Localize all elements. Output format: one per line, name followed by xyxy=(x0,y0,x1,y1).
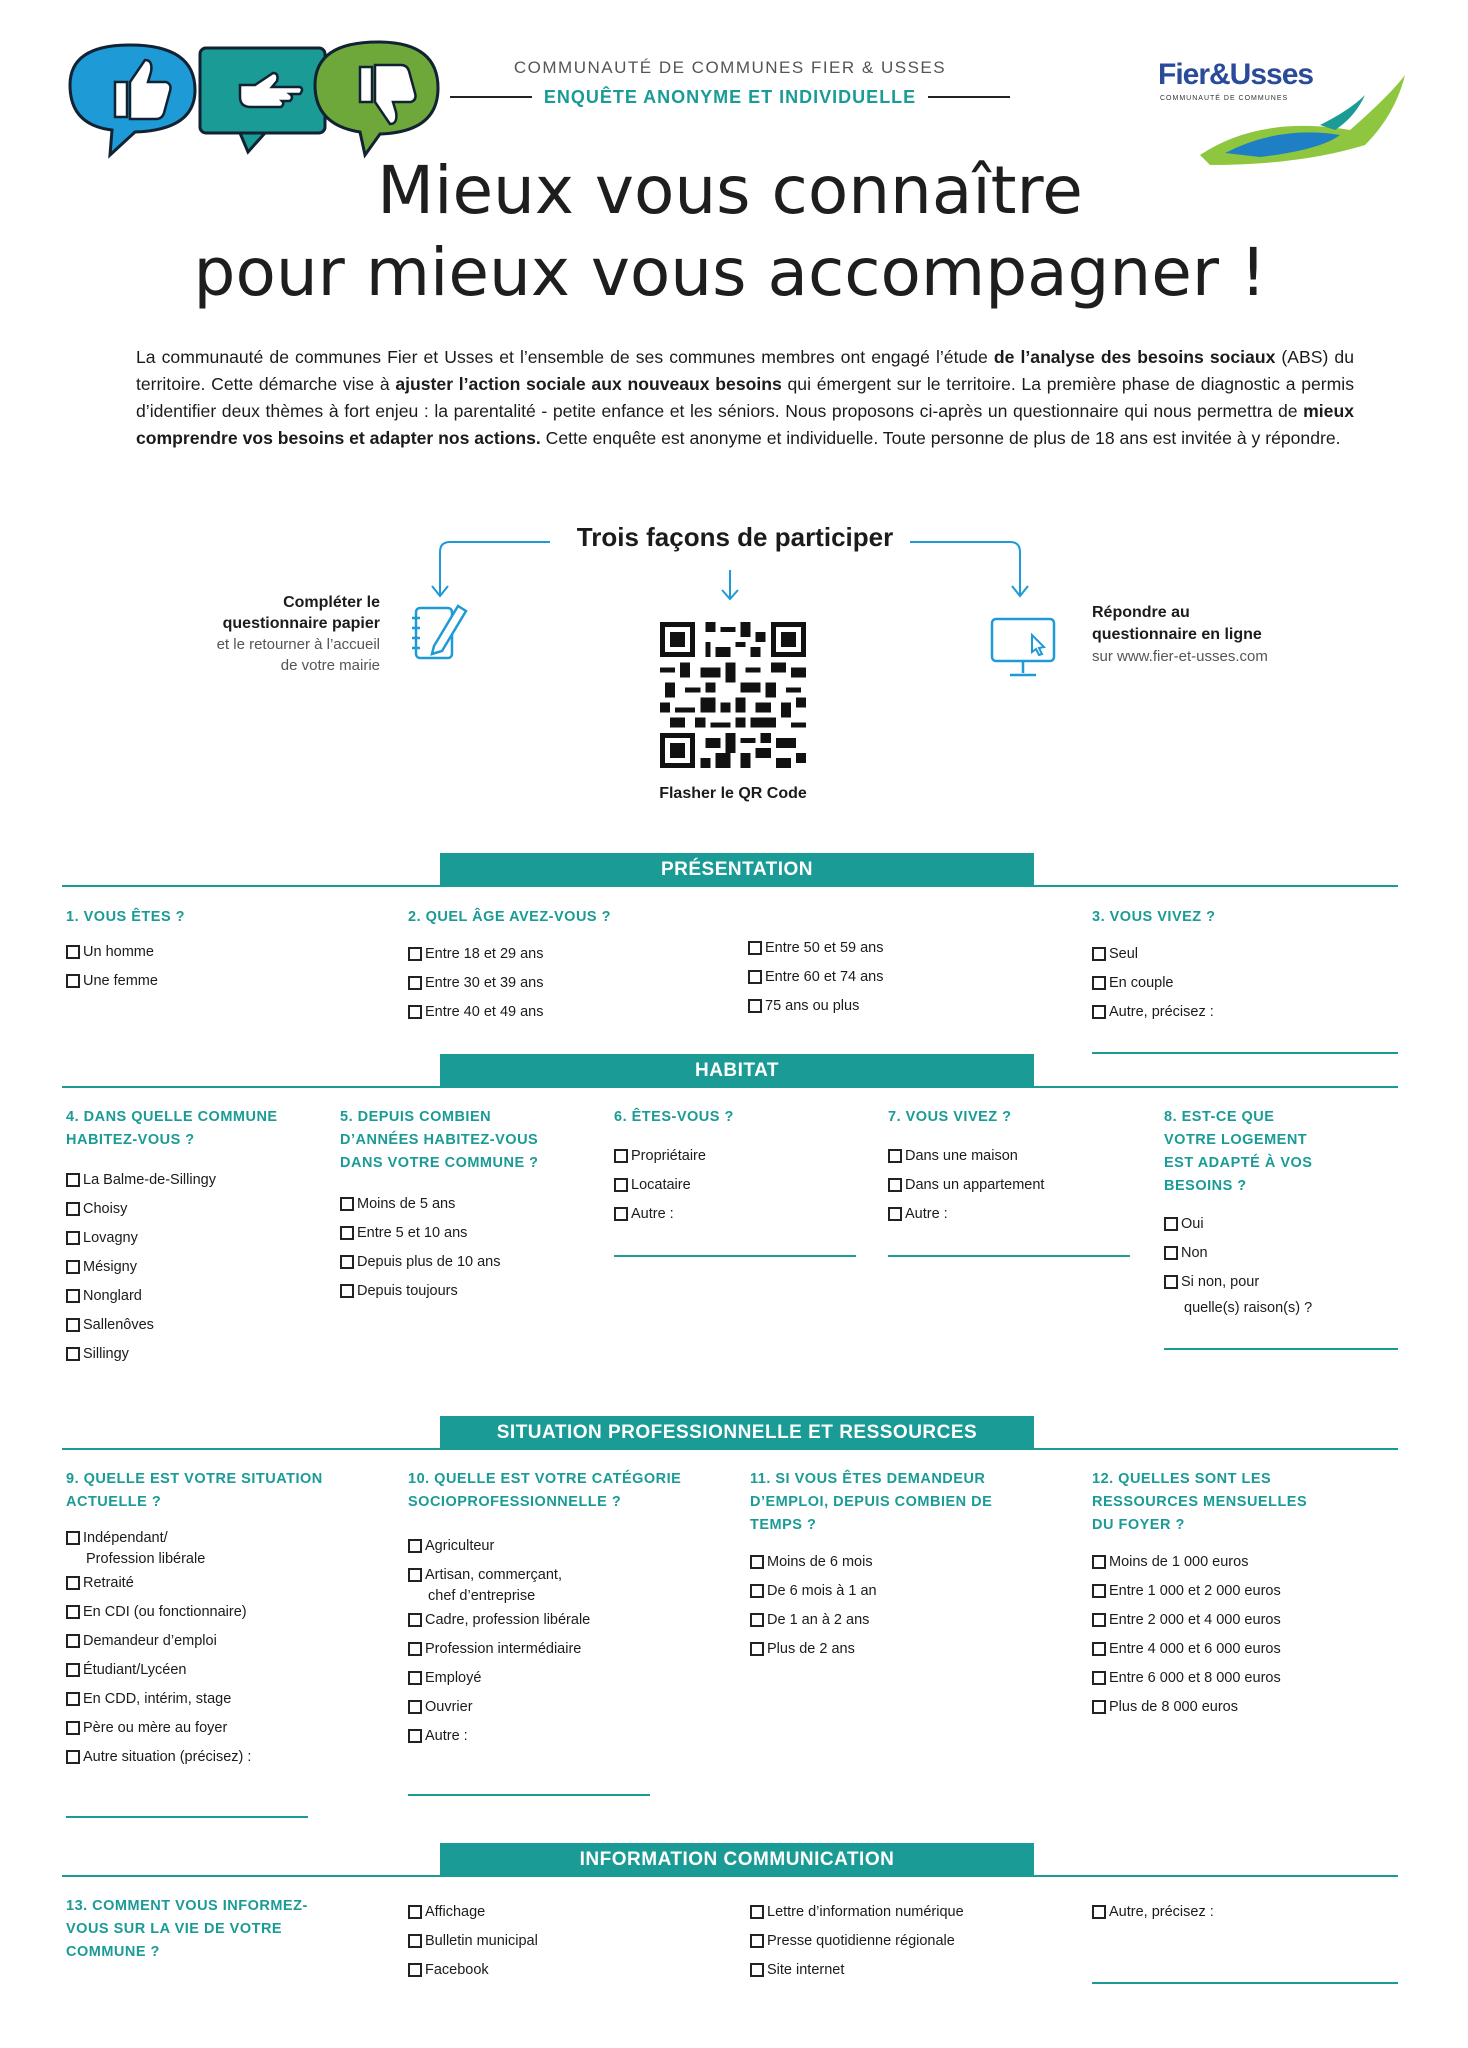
checkbox[interactable] xyxy=(340,1255,354,1269)
checkbox-option[interactable]: Une femme xyxy=(66,967,158,996)
checkbox[interactable] xyxy=(1164,1246,1178,1260)
checkbox[interactable] xyxy=(408,1700,422,1714)
q4-options xyxy=(66,1166,216,1369)
organization-name: COMMUNAUTÉ DE COMMUNES FIER & USSES xyxy=(513,58,947,77)
question-12: 12. QUELLES SONT LES RESSOURCES MENSUELLES DU FOYER ? xyxy=(1092,1471,1308,1533)
checkbox-option[interactable]: Moins de 5 ans xyxy=(340,1190,501,1219)
checkbox-option[interactable]: Site internet xyxy=(750,1956,964,1985)
q10-options: Agriculteur Artisan, commerçant, chef d’entreprise Cadre, profession libérale Profession intermédiaire Employé Ouvrier Autre : xyxy=(408,1532,590,1751)
checkbox-option[interactable]: De 6 mois à 1 an xyxy=(750,1577,877,1606)
checkbox[interactable] xyxy=(1092,1905,1106,1919)
qr-label: Flasher le QR Code xyxy=(659,785,807,802)
question-3: 3. VOUS VIVEZ ? xyxy=(1092,909,1216,925)
checkbox[interactable] xyxy=(1092,1700,1106,1714)
page-title: Mieux vous connaître pour mieux vous accompagner ! xyxy=(193,152,1267,311)
checkbox[interactable] xyxy=(1092,1555,1106,1569)
q7-answer-line[interactable] xyxy=(888,1255,1130,1257)
question-13: 13. COMMENT VOUS INFORMEZ- VOUS SUR LA VIE DE VOTRE COMMUNE ? xyxy=(66,1898,308,1960)
checkbox-option[interactable]: Plus de 2 ans xyxy=(750,1635,877,1664)
checkbox[interactable] xyxy=(750,1905,764,1919)
section-information-communication: INFORMATION COMMUNICATION xyxy=(440,1843,1034,1877)
checkbox-option[interactable]: Depuis plus de 10 ans xyxy=(340,1248,501,1277)
checkbox[interactable] xyxy=(1164,1275,1178,1289)
checkbox-option[interactable]: Propriétaire xyxy=(614,1142,706,1171)
checkbox[interactable] xyxy=(66,1634,80,1648)
question-4: 4. DANS QUELLE COMMUNE HABITEZ-VOUS ? xyxy=(66,1109,278,1148)
checkbox[interactable] xyxy=(750,1934,764,1948)
checkbox[interactable] xyxy=(750,1642,764,1656)
checkbox[interactable] xyxy=(340,1226,354,1240)
q1-options xyxy=(66,938,158,996)
checkbox-option[interactable]: Presse quotidienne régionale xyxy=(750,1927,964,1956)
checkbox[interactable] xyxy=(408,1905,422,1919)
checkbox[interactable] xyxy=(66,1173,80,1187)
intro-paragraph: La communauté de communes Fier et Usses et l’ensemble de ses communes membres ont engagé l’étude de l’analyse des besoins sociaux (ABS) du territoire. Cette démarche vise à ajuster l’action sociale aux nouveaux besoins qui émergent sur le territoire. La première phase de diagnostic a permis d’identifier deux thèmes à fort enjeu : la parentalité - petite enfance et les séniors. Nous proposons ci-après un questionnaire qui nous permettra de mieux comprendre vos besoins et adapter nos actions. Cette enquête est anonyme et individuelle. Toute personne de plus de 18 ans est invitée à y répondre. xyxy=(136,347,1355,448)
checkbox[interactable] xyxy=(66,1605,80,1619)
logo-text: Fier&Usses xyxy=(1158,58,1314,91)
checkbox[interactable] xyxy=(1092,1642,1106,1656)
notebook-pen-icon xyxy=(410,598,470,668)
question-10: 10. QUELLE EST VOTRE CATÉGORIE SOCIOPROFESSIONNELLE ? xyxy=(408,1471,682,1510)
question-5: 5. DEPUIS COMBIEN D’ANNÉES HABITEZ-VOUS DANS VOTRE COMMUNE ? xyxy=(340,1109,539,1171)
q2-options-col2 xyxy=(748,934,884,1021)
checkbox-option[interactable]: Indépendant/ xyxy=(66,1524,251,1553)
checkbox[interactable] xyxy=(408,1005,422,1019)
checkbox[interactable] xyxy=(748,941,762,955)
checkbox-option[interactable]: Étudiant/Lycéen xyxy=(66,1656,251,1685)
checkbox[interactable] xyxy=(340,1284,354,1298)
checkbox[interactable] xyxy=(888,1178,902,1192)
checkbox[interactable] xyxy=(1092,1005,1106,1019)
checkbox-option[interactable]: Dans une maison xyxy=(888,1142,1044,1171)
checkbox[interactable] xyxy=(750,1584,764,1598)
checkbox-option[interactable]: Nonglard xyxy=(66,1282,216,1311)
checkbox[interactable] xyxy=(748,970,762,984)
checkbox-option[interactable]: Seul xyxy=(1092,940,1214,969)
checkbox[interactable] xyxy=(66,1750,80,1764)
question-7: 7. VOUS VIVEZ ? xyxy=(888,1109,1012,1125)
checkbox[interactable] xyxy=(888,1207,902,1221)
checkbox-option[interactable]: Entre 6 000 et 8 000 euros xyxy=(1092,1664,1281,1693)
checkbox-option[interactable]: Lovagny xyxy=(66,1224,216,1253)
checkbox-option[interactable]: Père ou mère au foyer xyxy=(66,1714,251,1743)
checkbox-option[interactable]: Mésigny xyxy=(66,1253,216,1282)
checkbox-option[interactable]: Entre 40 et 49 ans xyxy=(408,998,544,1027)
checkbox[interactable] xyxy=(614,1149,628,1163)
checkbox-option[interactable]: Autre situation (précisez) : xyxy=(66,1743,251,1772)
checkbox[interactable] xyxy=(66,1692,80,1706)
checkbox-option[interactable]: Retraité xyxy=(66,1569,251,1598)
checkbox[interactable] xyxy=(1092,976,1106,990)
checkbox-option[interactable]: Moins de 6 mois xyxy=(750,1548,877,1577)
checkbox[interactable] xyxy=(1092,1671,1106,1685)
checkbox[interactable] xyxy=(340,1197,354,1211)
q13-options-col2 xyxy=(750,1898,964,1985)
feedback-bubbles-icon xyxy=(60,30,440,160)
q13-options-col1 xyxy=(408,1898,538,1985)
checkbox[interactable] xyxy=(66,1347,80,1361)
survey-subtitle: ENQUÊTE ANONYME ET INDIVIDUELLE xyxy=(450,84,1010,110)
checkbox-option[interactable]: Facebook xyxy=(408,1956,538,1985)
checkbox[interactable] xyxy=(66,1202,80,1216)
checkbox-option[interactable]: Affichage xyxy=(408,1898,538,1927)
checkbox[interactable] xyxy=(66,1663,80,1677)
q9-options: Indépendant/ Profession libérale Retraité En CDI (ou fonctionnaire) Demandeur d’emploi Étudiant/Lycéen En CDD, intérim, stage Père ou mère au foyer Autre situation (précisez) : xyxy=(66,1524,251,1772)
checkbox[interactable] xyxy=(408,1539,422,1553)
checkbox-option[interactable]: Entre 50 et 59 ans xyxy=(748,934,884,963)
checkbox-option[interactable]: Un homme xyxy=(66,938,158,967)
checkbox-option[interactable]: Entre 5 et 10 ans xyxy=(340,1219,501,1248)
question-2: 2. QUEL ÂGE AVEZ-VOUS ? xyxy=(408,909,611,925)
checkbox-option[interactable]: Demandeur d’emploi xyxy=(66,1627,251,1656)
q11-options xyxy=(750,1548,877,1664)
checkbox[interactable] xyxy=(408,1729,422,1743)
q13-answer-line[interactable] xyxy=(1092,1982,1398,1984)
checkbox[interactable] xyxy=(66,974,80,988)
checkbox-option[interactable]: Dans un appartement xyxy=(888,1171,1044,1200)
checkbox-option[interactable]: 75 ans ou plus xyxy=(748,992,884,1021)
checkbox-option[interactable]: Sallenôves xyxy=(66,1311,216,1340)
checkbox[interactable] xyxy=(748,999,762,1013)
checkbox-option[interactable]: Plus de 8 000 euros xyxy=(1092,1693,1281,1722)
divider xyxy=(928,96,1010,98)
checkbox[interactable] xyxy=(408,1671,422,1685)
checkbox-option[interactable]: Si non, pour xyxy=(1164,1268,1312,1297)
checkbox-option[interactable]: Entre 2 000 et 4 000 euros xyxy=(1092,1606,1281,1635)
checkbox[interactable] xyxy=(408,1613,422,1627)
checkbox-option[interactable]: Artisan, commerçant, xyxy=(408,1561,590,1590)
checkbox[interactable] xyxy=(408,1568,422,1582)
checkbox-option[interactable]: Non xyxy=(1164,1239,1312,1268)
checkbox-option[interactable]: Autre : xyxy=(888,1200,1044,1229)
checkbox-option[interactable]: Agriculteur xyxy=(408,1532,590,1561)
q6-options xyxy=(614,1142,706,1229)
checkbox-option[interactable]: En CDD, intérim, stage xyxy=(66,1685,251,1714)
question-1: 1. VOUS ÊTES ? xyxy=(66,909,185,925)
checkbox-option[interactable]: Autre, précisez : xyxy=(1092,998,1214,1027)
checkbox[interactable] xyxy=(66,1721,80,1735)
question-8: 8. EST-CE QUE VOTRE LOGEMENT EST ADAPTÉ À VOS BESOINS ? xyxy=(1164,1109,1313,1194)
checkbox-option[interactable]: Sillingy xyxy=(66,1340,216,1369)
checkbox-option[interactable]: Autre : xyxy=(408,1722,590,1751)
checkbox-option[interactable]: Lettre d’information numérique xyxy=(750,1898,964,1927)
checkbox-option[interactable]: Entre 4 000 et 6 000 euros xyxy=(1092,1635,1281,1664)
online-option: Répondre au questionnaire en ligne sur www.fier-et-usses.com xyxy=(1092,602,1362,668)
checkbox-option[interactable]: Choisy xyxy=(66,1195,216,1224)
q8-options: Oui Non Si non, pour quelle(s) raison(s) ? xyxy=(1164,1210,1312,1319)
qr-code[interactable] xyxy=(660,622,806,768)
paper-option: Compléter le questionnaire papier et le retourner à l’accueil de votre mairie xyxy=(216,594,380,674)
section-presentation: PRÉSENTATION xyxy=(440,853,1034,887)
computer-monitor-icon xyxy=(988,615,1058,680)
checkbox[interactable] xyxy=(750,1963,764,1977)
q6-answer-line[interactable] xyxy=(614,1255,856,1257)
checkbox-option[interactable]: En couple xyxy=(1092,969,1214,998)
checkbox-option[interactable]: Ouvrier xyxy=(408,1693,590,1722)
checkbox[interactable] xyxy=(750,1613,764,1627)
checkbox[interactable] xyxy=(66,1531,80,1545)
q3-answer-line[interactable] xyxy=(1092,1052,1398,1054)
checkbox-option[interactable]: Autre, précisez : xyxy=(1092,1898,1214,1927)
checkbox[interactable] xyxy=(66,1231,80,1245)
checkbox[interactable] xyxy=(614,1178,628,1192)
divider xyxy=(450,96,532,98)
section-situation-professionnelle: SITUATION PROFESSIONNELLE ET RESSOURCES xyxy=(440,1416,1034,1450)
question-6: 6. ÊTES-VOUS ? xyxy=(614,1109,734,1125)
section-habitat: HABITAT xyxy=(440,1054,1034,1088)
checkbox[interactable] xyxy=(408,976,422,990)
checkbox[interactable] xyxy=(66,1289,80,1303)
logo-subtext: COMMUNAUTÉ DE COMMUNES xyxy=(1160,95,1289,102)
checkbox-option[interactable]: Bulletin municipal xyxy=(408,1927,538,1956)
checkbox-option[interactable]: Employé xyxy=(408,1664,590,1693)
q8-answer-line[interactable] xyxy=(1164,1348,1398,1350)
checkbox[interactable] xyxy=(66,1318,80,1332)
checkbox[interactable] xyxy=(66,1576,80,1590)
q7-options xyxy=(888,1142,1044,1229)
question-9: 9. QUELLE EST VOTRE SITUATION ACTUELLE ? xyxy=(66,1471,323,1510)
checkbox-option[interactable]: Entre 1 000 et 2 000 euros xyxy=(1092,1577,1281,1606)
checkbox[interactable] xyxy=(888,1149,902,1163)
q5-options xyxy=(340,1190,501,1306)
checkbox[interactable] xyxy=(408,1934,422,1948)
checkbox[interactable] xyxy=(614,1207,628,1221)
q13-options-col3 xyxy=(1092,1898,1214,1927)
checkbox-option[interactable]: Moins de 1 000 euros xyxy=(1092,1548,1281,1577)
checkbox[interactable] xyxy=(750,1555,764,1569)
question-11: 11. SI VOUS ÊTES DEMANDEUR D’EMPLOI, DEPUIS COMBIEN DE TEMPS ? xyxy=(750,1471,993,1533)
checkbox-option[interactable]: En CDI (ou fonctionnaire) xyxy=(66,1598,251,1627)
checkbox-option[interactable]: Entre 30 et 39 ans xyxy=(408,969,544,998)
checkbox-option[interactable]: Entre 18 et 29 ans xyxy=(408,940,544,969)
checkbox[interactable] xyxy=(1164,1217,1178,1231)
checkbox-option[interactable]: Cadre, profession libérale xyxy=(408,1606,590,1635)
checkbox[interactable] xyxy=(408,1642,422,1656)
checkbox[interactable] xyxy=(1092,1584,1106,1598)
checkbox[interactable] xyxy=(1092,947,1106,961)
checkbox[interactable] xyxy=(408,947,422,961)
checkbox-option[interactable]: Locataire xyxy=(614,1171,706,1200)
checkbox-option[interactable]: Profession intermédiaire xyxy=(408,1635,590,1664)
q12-options xyxy=(1092,1548,1281,1722)
checkbox[interactable] xyxy=(1092,1613,1106,1627)
checkbox[interactable] xyxy=(408,1963,422,1977)
checkbox[interactable] xyxy=(66,945,80,959)
q3-options xyxy=(1092,940,1214,1027)
checkbox-option[interactable]: De 1 an à 2 ans xyxy=(750,1606,877,1635)
checkbox-option[interactable]: Entre 60 et 74 ans xyxy=(748,963,884,992)
q9-answer-line[interactable] xyxy=(66,1816,308,1818)
checkbox-option[interactable]: Depuis toujours xyxy=(340,1277,501,1306)
participate-title: Trois façons de participer xyxy=(576,522,894,552)
website-link[interactable]: sur www.fier-et-usses.com xyxy=(1092,648,1268,665)
checkbox[interactable] xyxy=(66,1260,80,1274)
checkbox-option[interactable]: Oui xyxy=(1164,1210,1312,1239)
q10-answer-line[interactable] xyxy=(408,1794,650,1796)
checkbox-option[interactable]: La Balme-de-Sillingy xyxy=(66,1166,216,1195)
q2-options-col1 xyxy=(408,940,544,1027)
checkbox-option[interactable]: Autre : xyxy=(614,1200,706,1229)
